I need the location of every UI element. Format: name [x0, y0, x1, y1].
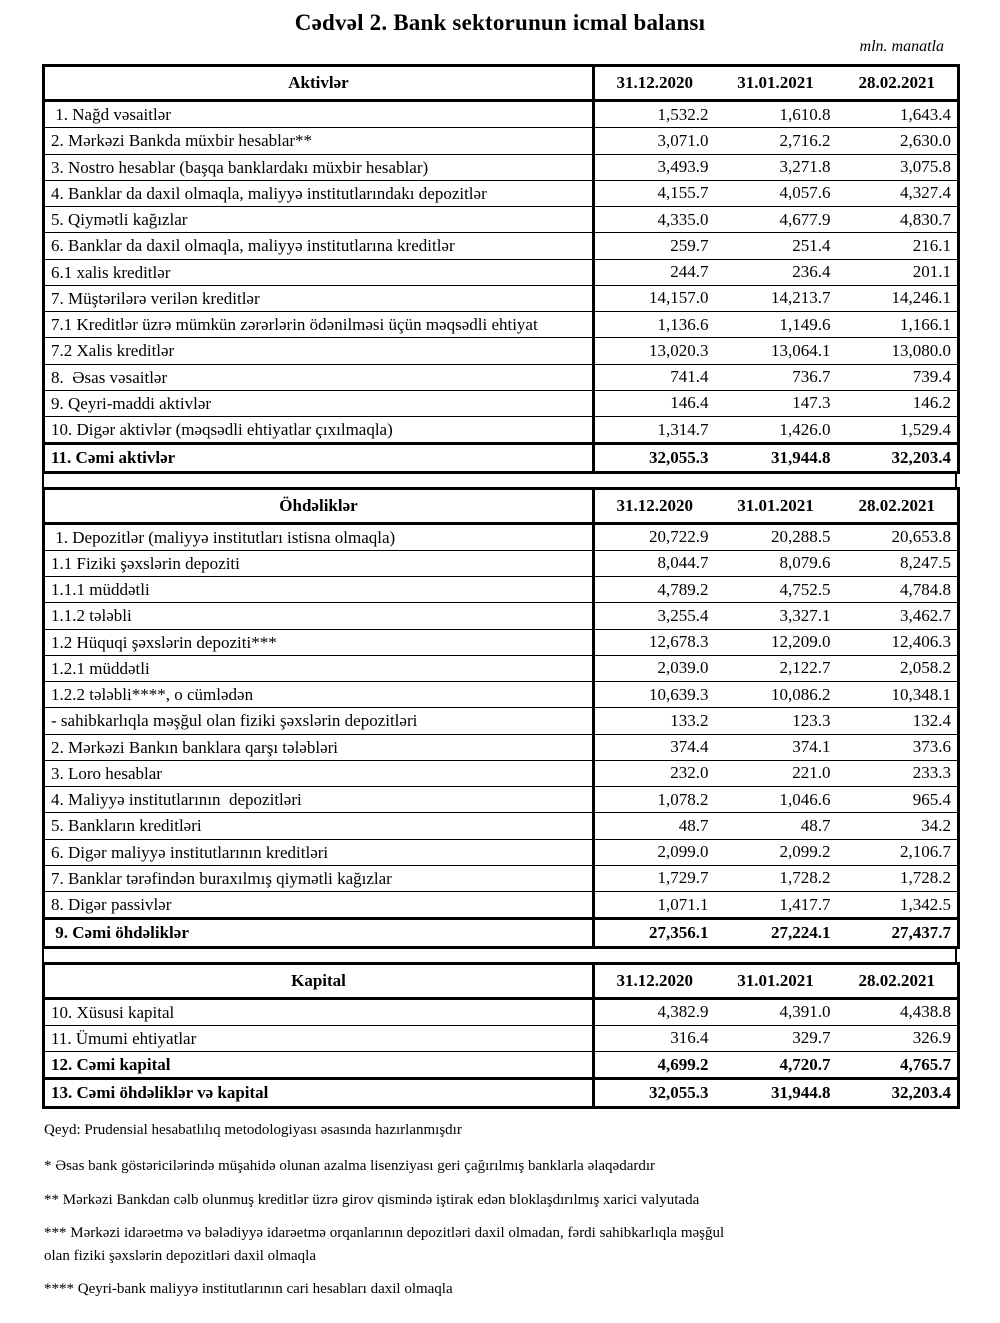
row-label: 9. Cəmi öhdəliklər — [44, 919, 594, 947]
table-row — [44, 865, 959, 891]
row-label: 7. Müştərilərə verilən kreditlər — [44, 285, 594, 311]
value-cell: 3,493.9 — [594, 154, 715, 180]
column-header-date: 28.02.2021 — [837, 66, 959, 101]
value-cell: 8,247.5 — [837, 550, 959, 576]
value-cell: 1,532.2 — [594, 101, 715, 128]
table-row — [44, 629, 959, 655]
row-label: 1. Depozitlər (maliyyə institutları istisna olmaqla) — [44, 523, 594, 550]
value-cell: 12,678.3 — [594, 629, 715, 655]
value-cell: 233.3 — [837, 760, 959, 786]
value-cell: 316.4 — [594, 1025, 715, 1051]
table-row — [44, 180, 959, 206]
table-row — [44, 364, 959, 390]
column-header-date: 28.02.2021 — [837, 963, 959, 998]
table-row — [44, 734, 959, 760]
value-cell: 236.4 — [715, 259, 837, 285]
row-label: 5. Bankların kreditləri — [44, 813, 594, 839]
value-cell: 1,314.7 — [594, 417, 715, 444]
row-label: 9. Qeyri-maddi aktivlər — [44, 390, 594, 416]
value-cell: 201.1 — [837, 259, 959, 285]
table-row — [44, 523, 959, 550]
value-cell: 4,335.0 — [594, 207, 715, 233]
value-cell: 13,064.1 — [715, 338, 837, 364]
table-row — [44, 207, 959, 233]
section-title: Aktivlər — [44, 66, 594, 101]
value-cell: 13,020.3 — [594, 338, 715, 364]
value-cell: 373.6 — [837, 734, 959, 760]
value-cell: 374.1 — [715, 734, 837, 760]
row-label: 1.1 Fiziki şəxslərin depoziti — [44, 550, 594, 576]
value-cell: 123.3 — [715, 708, 837, 734]
section-title: Kapital — [44, 963, 594, 998]
value-cell: 4,752.5 — [715, 577, 837, 603]
value-cell: 34.2 — [837, 813, 959, 839]
value-cell: 2,106.7 — [837, 839, 959, 865]
value-cell: 48.7 — [594, 813, 715, 839]
value-cell: 1,728.2 — [715, 865, 837, 891]
value-cell: 4,057.6 — [715, 180, 837, 206]
column-header-date: 31.12.2020 — [594, 488, 715, 523]
column-header-date: 31.12.2020 — [594, 66, 715, 101]
value-cell: 2,099.0 — [594, 839, 715, 865]
table-row — [44, 444, 959, 472]
row-label: 11. Cəmi aktivlər — [44, 444, 594, 472]
row-label: 2. Mərkəzi Bankın banklara qarşı tələbləri — [44, 734, 594, 760]
table-row — [44, 390, 959, 416]
value-cell: 3,075.8 — [837, 154, 959, 180]
row-label: 1.2.2 tələbli****, o cümlədən — [44, 682, 594, 708]
table-row — [44, 682, 959, 708]
row-label: 2. Mərkəzi Bankda müxbir hesablar** — [44, 128, 594, 154]
value-cell: 244.7 — [594, 259, 715, 285]
table-row — [44, 101, 959, 128]
value-cell: 3,271.8 — [715, 154, 837, 180]
table-row — [44, 655, 959, 681]
table-row — [44, 708, 959, 734]
value-cell: 1,149.6 — [715, 312, 837, 338]
value-cell: 2,716.2 — [715, 128, 837, 154]
value-cell: 1,426.0 — [715, 417, 837, 444]
value-cell: 2,122.7 — [715, 655, 837, 681]
value-cell: 4,382.9 — [594, 998, 715, 1025]
value-cell: 1,643.4 — [837, 101, 959, 128]
value-cell: 736.7 — [715, 364, 837, 390]
column-header-date: 28.02.2021 — [837, 488, 959, 523]
value-cell: 4,391.0 — [715, 998, 837, 1025]
row-label: 6.1 xalis kreditlər — [44, 259, 594, 285]
unit-note: mln. manatla — [859, 38, 944, 55]
value-cell: 32,055.3 — [594, 1079, 715, 1107]
table-row — [44, 760, 959, 786]
value-cell: 146.4 — [594, 390, 715, 416]
section-title: Öhdəliklər — [44, 488, 594, 523]
value-cell: 1,610.8 — [715, 101, 837, 128]
value-cell: 2,039.0 — [594, 655, 715, 681]
column-header-date: 31.01.2021 — [715, 488, 837, 523]
value-cell: 739.4 — [837, 364, 959, 390]
value-cell: 4,699.2 — [594, 1052, 715, 1079]
balance-sheet-tables — [42, 64, 957, 1109]
row-label: 10. Digər aktivlər (məqsədli ehtiyatlar çıxılmaqla) — [44, 417, 594, 444]
row-label: 1.1.2 tələbli — [44, 603, 594, 629]
value-cell: 10,348.1 — [837, 682, 959, 708]
table-row — [44, 128, 959, 154]
section-spacer — [42, 949, 957, 962]
page-title: Cədvəl 2. Bank sektorunun icmal balansı — [294, 10, 706, 35]
value-cell: 20,722.9 — [594, 523, 715, 550]
row-label: 5. Qiymətli kağızlar — [44, 207, 594, 233]
value-cell: 221.0 — [715, 760, 837, 786]
value-cell: 32,203.4 — [837, 1079, 959, 1107]
row-label: 7.2 Xalis kreditlər — [44, 338, 594, 364]
value-cell: 48.7 — [715, 813, 837, 839]
value-cell: 259.7 — [594, 233, 715, 259]
footnotes — [44, 1119, 744, 1301]
row-label: 8. Digər passivlər — [44, 892, 594, 919]
value-cell: 3,255.4 — [594, 603, 715, 629]
table-row — [44, 839, 959, 865]
value-cell: 27,356.1 — [594, 919, 715, 947]
table-row — [44, 919, 959, 947]
value-cell: 1,046.6 — [715, 787, 837, 813]
table-row — [44, 892, 959, 919]
value-cell: 1,417.7 — [715, 892, 837, 919]
column-header-date: 31.01.2021 — [715, 963, 837, 998]
value-cell: 8,044.7 — [594, 550, 715, 576]
value-cell: 1,529.4 — [837, 417, 959, 444]
balance-table-2 — [42, 487, 960, 949]
value-cell: 12,209.0 — [715, 629, 837, 655]
row-label: 6. Banklar da daxil olmaqla, maliyyə institutlarına kreditlər — [44, 233, 594, 259]
value-cell: 3,462.7 — [837, 603, 959, 629]
value-cell: 2,058.2 — [837, 655, 959, 681]
table-row — [44, 1079, 959, 1107]
value-cell: 12,406.3 — [837, 629, 959, 655]
footnote: ** Mərkəzi Bankdan cəlb olunmuş kreditlər üzrə girov qismində iştirak edən bloklaşdırılmış xarici valyutada — [44, 1191, 700, 1208]
value-cell: 216.1 — [837, 233, 959, 259]
section-spacer — [42, 474, 957, 487]
value-cell: 13,080.0 — [837, 338, 959, 364]
value-cell: 1,728.2 — [837, 865, 959, 891]
value-cell: 2,630.0 — [837, 128, 959, 154]
row-label: 1.2 Hüquqi şəxslərin depoziti*** — [44, 629, 594, 655]
value-cell: 4,789.2 — [594, 577, 715, 603]
value-cell: 20,653.8 — [837, 523, 959, 550]
balance-table-3 — [42, 962, 960, 1109]
value-cell: 329.7 — [715, 1025, 837, 1051]
row-label: 1.1.1 müddətli — [44, 577, 594, 603]
section-header-row — [44, 66, 959, 101]
value-cell: 4,784.8 — [837, 577, 959, 603]
value-cell: 31,944.8 — [715, 1079, 837, 1107]
table-row — [44, 998, 959, 1025]
table-row — [44, 259, 959, 285]
section-header-row — [44, 488, 959, 523]
value-cell: 8,079.6 — [715, 550, 837, 576]
value-cell: 741.4 — [594, 364, 715, 390]
value-cell: 4,327.4 — [837, 180, 959, 206]
value-cell: 4,438.8 — [837, 998, 959, 1025]
value-cell: 132.4 — [837, 708, 959, 734]
table-row — [44, 787, 959, 813]
row-label: 8. Əsas vəsaitlər — [44, 364, 594, 390]
value-cell: 27,437.7 — [837, 919, 959, 947]
column-header-date: 31.01.2021 — [715, 66, 837, 101]
row-label: 1.2.1 müddətli — [44, 655, 594, 681]
table-row — [44, 312, 959, 338]
column-header-date: 31.12.2020 — [594, 963, 715, 998]
value-cell: 1,078.2 — [594, 787, 715, 813]
value-cell: 1,136.6 — [594, 312, 715, 338]
footnote: **** Qeyri-bank maliyyə institutlarının cari hesabları daxil olmaqla — [44, 1281, 453, 1297]
row-label: 13. Cəmi öhdəliklər və kapital — [44, 1079, 594, 1107]
footnote: * Əsas bank göstəricilərində müşahidə olunan azalma lisenziyası geri çağırılmış banklarla əlaqədardır — [44, 1158, 656, 1174]
value-cell: 3,327.1 — [715, 603, 837, 629]
row-label: 7. Banklar tərəfindən buraxılmış qiymətli kağızlar — [44, 865, 594, 891]
value-cell: 14,246.1 — [837, 285, 959, 311]
value-cell: 4,155.7 — [594, 180, 715, 206]
row-label: 7.1 Kreditlər üzrə mümkün zərərlərin ödənilməsi üçün məqsədli ehtiyat — [44, 312, 594, 338]
value-cell: 4,720.7 — [715, 1052, 837, 1079]
value-cell: 10,639.3 — [594, 682, 715, 708]
table-row — [44, 813, 959, 839]
table-row — [44, 338, 959, 364]
row-label: 3. Nostro hesablar (başqa banklardakı müxbir hesablar) — [44, 154, 594, 180]
value-cell: 14,157.0 — [594, 285, 715, 311]
row-label: 4. Maliyyə institutlarının depozitləri — [44, 787, 594, 813]
value-cell: 32,203.4 — [837, 444, 959, 472]
value-cell: 1,729.7 — [594, 865, 715, 891]
value-cell: 374.4 — [594, 734, 715, 760]
value-cell: 2,099.2 — [715, 839, 837, 865]
row-label: 12. Cəmi kapital — [44, 1052, 594, 1079]
value-cell: 4,677.9 — [715, 207, 837, 233]
table-row — [44, 1052, 959, 1079]
balance-table-1 — [42, 64, 960, 474]
value-cell: 27,224.1 — [715, 919, 837, 947]
footnote: Qeyd: Prudensial hesabatlılıq metodologiyası əsasında hazırlanmışdır — [44, 1121, 462, 1138]
value-cell: 251.4 — [715, 233, 837, 259]
row-label: 4. Banklar da daxil olmaqla, maliyyə institutlarındakı depozitlər — [44, 180, 594, 206]
value-cell: 20,288.5 — [715, 523, 837, 550]
value-cell: 1,166.1 — [837, 312, 959, 338]
table-row — [44, 285, 959, 311]
row-label: 1. Nağd vəsaitlər — [44, 101, 594, 128]
table-row — [44, 154, 959, 180]
footnote: *** Mərkəzi idarəetmə və bələdiyyə idarəetmə orqanlarının depozitləri daxil olmadan, fərdi sahibkarlıqla məşğul olan fiziki şəxslərin depozitləri daxil olmaqla — [44, 1225, 725, 1264]
value-cell: 1,071.1 — [594, 892, 715, 919]
table-row — [44, 577, 959, 603]
row-label: 6. Digər maliyyə institutlarının kreditləri — [44, 839, 594, 865]
row-label: 3. Loro hesablar — [44, 760, 594, 786]
value-cell: 10,086.2 — [715, 682, 837, 708]
table-row — [44, 550, 959, 576]
value-cell: 4,765.7 — [837, 1052, 959, 1079]
table-row — [44, 1025, 959, 1051]
value-cell: 232.0 — [594, 760, 715, 786]
report-page — [0, 10, 1000, 1301]
row-label: - sahibkarlıqla məşğul olan fiziki şəxslərin depozitləri — [44, 708, 594, 734]
value-cell: 4,830.7 — [837, 207, 959, 233]
value-cell: 146.2 — [837, 390, 959, 416]
table-row — [44, 417, 959, 444]
table-row — [44, 603, 959, 629]
section-header-row — [44, 963, 959, 998]
value-cell: 31,944.8 — [715, 444, 837, 472]
value-cell: 133.2 — [594, 708, 715, 734]
table-row — [44, 233, 959, 259]
value-cell: 147.3 — [715, 390, 837, 416]
value-cell: 3,071.0 — [594, 128, 715, 154]
value-cell: 14,213.7 — [715, 285, 837, 311]
value-cell: 32,055.3 — [594, 444, 715, 472]
row-label: 11. Ümumi ehtiyatlar — [44, 1025, 594, 1051]
row-label: 10. Xüsusi kapital — [44, 998, 594, 1025]
value-cell: 965.4 — [837, 787, 959, 813]
value-cell: 326.9 — [837, 1025, 959, 1051]
value-cell: 1,342.5 — [837, 892, 959, 919]
